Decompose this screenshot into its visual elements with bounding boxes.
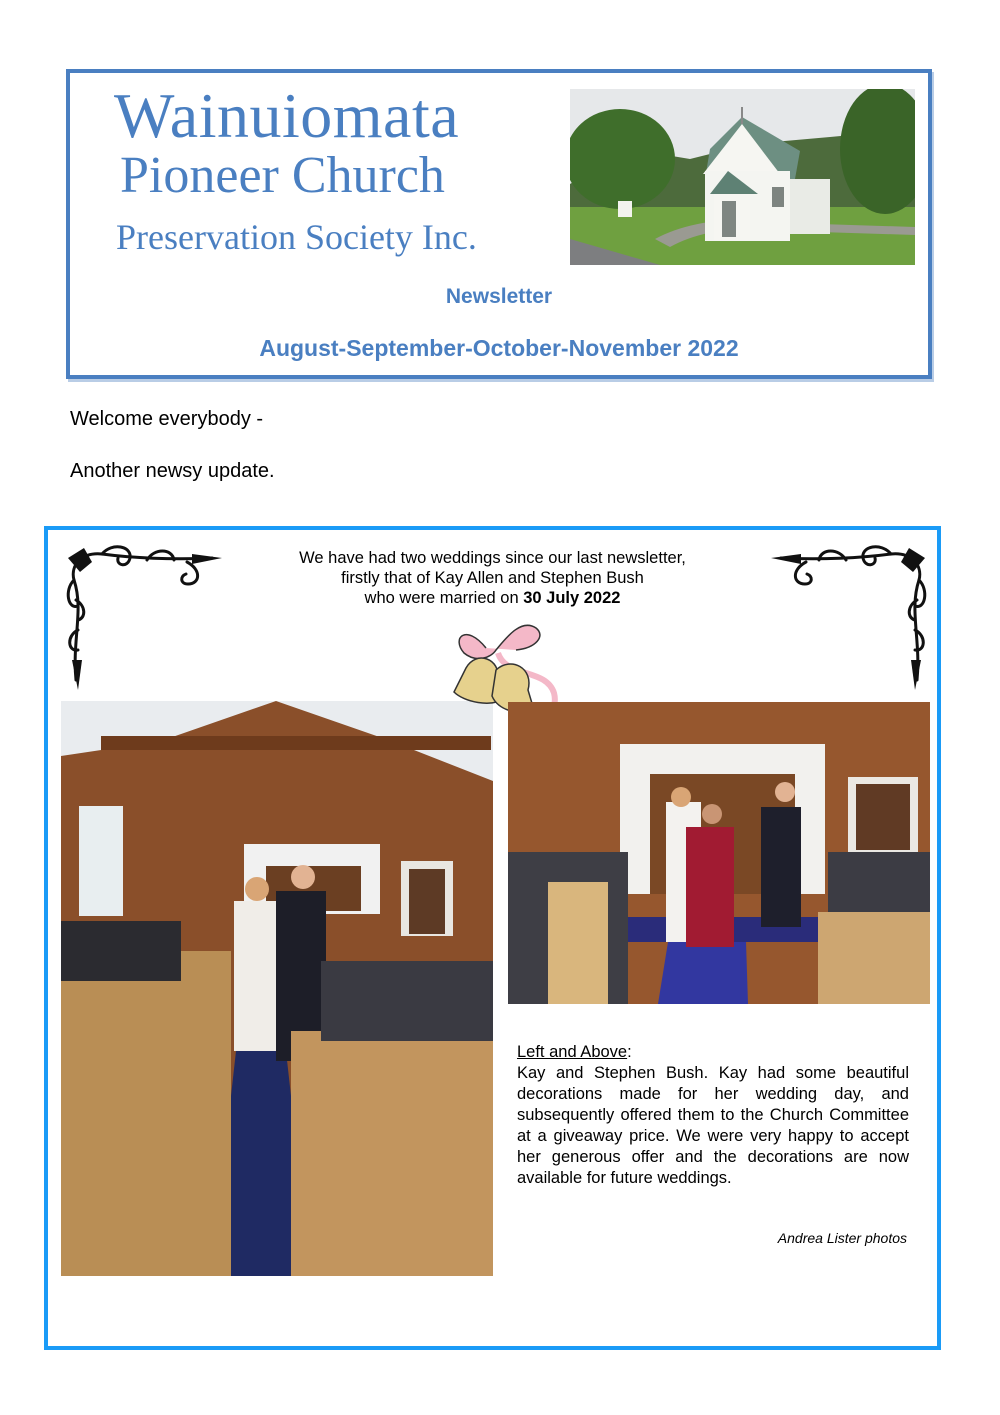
newsletter-period: August-September-October-November 2022: [259, 335, 739, 361]
society-name: [114, 80, 477, 257]
wedding-date: 30 July 2022: [523, 589, 621, 607]
church-photo: [570, 89, 915, 265]
wedding-aisle-photo: [61, 701, 493, 1276]
masthead-line-3: Preservation Society Inc.: [116, 217, 477, 257]
announcement-line-2: firstly that of Kay Allen and Stephen Bush: [341, 569, 644, 587]
masthead-line-2: Pioneer Church: [120, 147, 445, 204]
caption-heading-colon: :: [627, 1043, 632, 1061]
wedding-altar-photo: [508, 702, 930, 1004]
masthead-box: [66, 69, 932, 379]
announcement-line-3-prefix: who were married on: [364, 589, 524, 607]
caption-body: Kay and Stephen Bush. Kay had some beautiful decorations made for her wedding day, and subsequently offered them to the Church Committee at a giveaway price. We were very happy to accept her generous offer and the decorations are now available for future weddings.: [517, 1064, 909, 1187]
caption-heading: Left and Above: [517, 1043, 628, 1061]
flourish-corner-icon: [771, 540, 931, 690]
newsletter-title: Newsletter: [445, 285, 553, 308]
announcement-line-1: We have had two weddings since our last newsletter,: [299, 549, 686, 567]
intro-subtitle: Another newsy update.: [70, 460, 275, 482]
photo-caption: [517, 1042, 909, 1189]
greeting-text: Welcome everybody -: [70, 408, 264, 430]
wedding-section: [44, 526, 941, 1350]
caption-heading-line: [517, 1042, 909, 1063]
masthead-line-1: Wainuiomata: [114, 80, 460, 151]
photo-credit: Andrea Lister photos: [777, 1230, 907, 1246]
